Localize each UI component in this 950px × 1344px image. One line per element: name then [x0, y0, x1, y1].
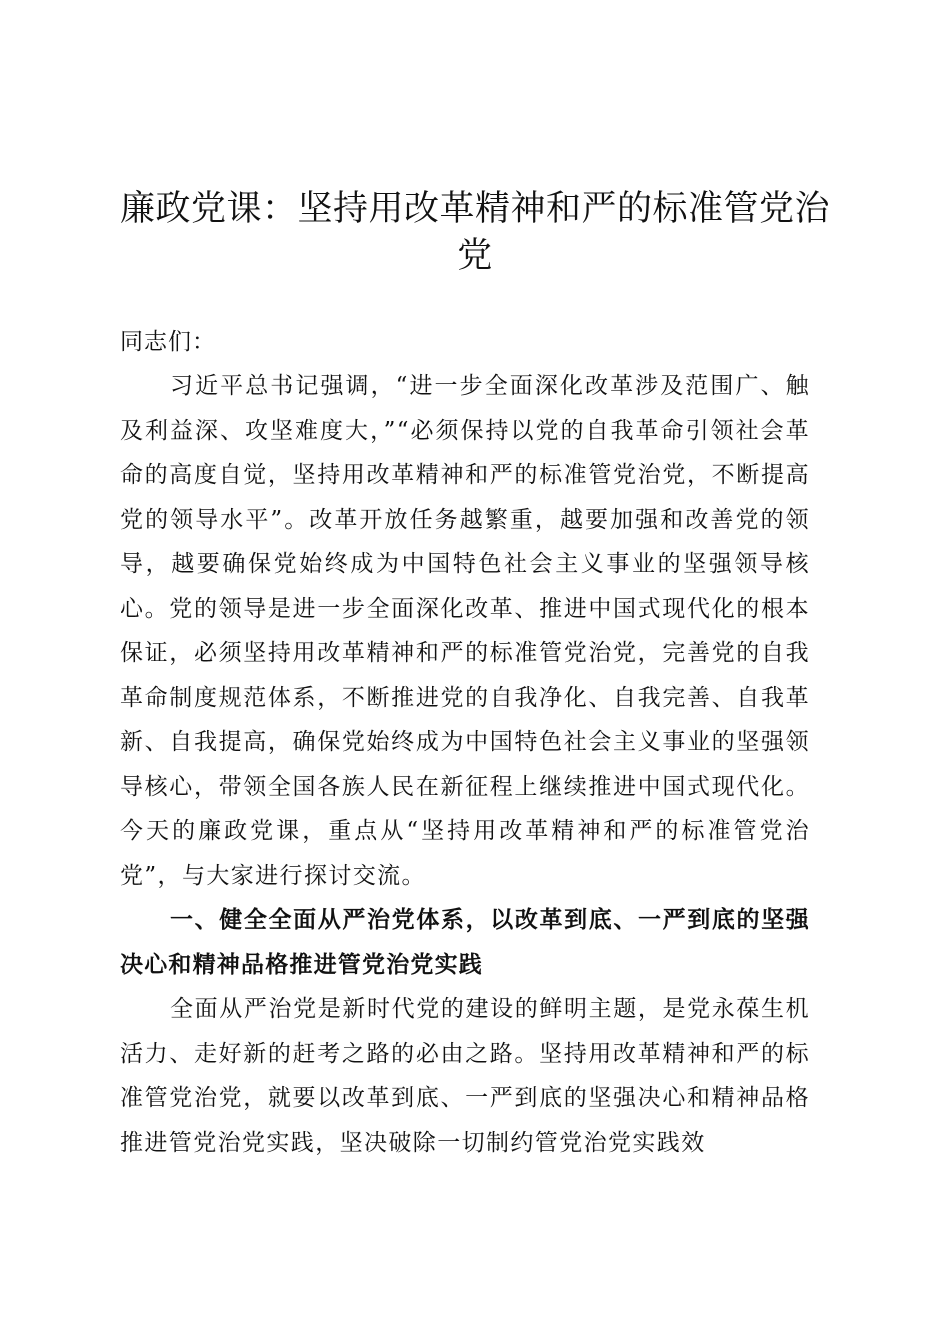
section-1-paragraph: 全面从严治党是新时代党的建设的鲜明主题，是党永葆生机活力、走好新的赶考之路的必由之路。坚持用改革精神和严的标准管党治党，就要以改革到底、一严到底的坚强决心和精神品格推进管党治党实践，坚决破除一切制约管党治党实践效	[120, 996, 810, 1156]
intro-paragraph: 习近平总书记强调，“进一步全面深化改革涉及范围广、触及利益深、攻坚难度大，”“必须保持以党的自我革命引领社会革命的高度自觉，坚持用改革精神和严的标准管党治党，不断提高党的领导水平”。改革开放任务越繁重，越要加强和改善党的领导，越要确保党始终成为中国特色社会主义事业的坚强领导核心。党的领导是进一步全面深化改革、推进中国式现代化的根本保证，必须坚持用改革精神和严的标准管党治党，完善党的自我革命制度规范体系，不断推进党的自我净化、自我完善、自我革新、自我提高，确保党始终成为中国特色社会主义事业的坚强领导核心，带领全国各族人民在新征程上继续推进中国式现代化。今天的廉政党课，重点从“坚持用改革精神和严的标准管党治党”，与大家进行探讨交流。	[120, 373, 810, 889]
salutation: 同志们：	[120, 329, 216, 355]
document-body	[120, 320, 810, 1165]
section-1-heading: 一、健全全面从严治党体系，以改革到底、一严到底的坚强决心和精神品格推进管党治党实践	[120, 907, 810, 978]
document-title: 廉政党课：坚持用改革精神和严的标准管党治党	[119, 189, 830, 276]
